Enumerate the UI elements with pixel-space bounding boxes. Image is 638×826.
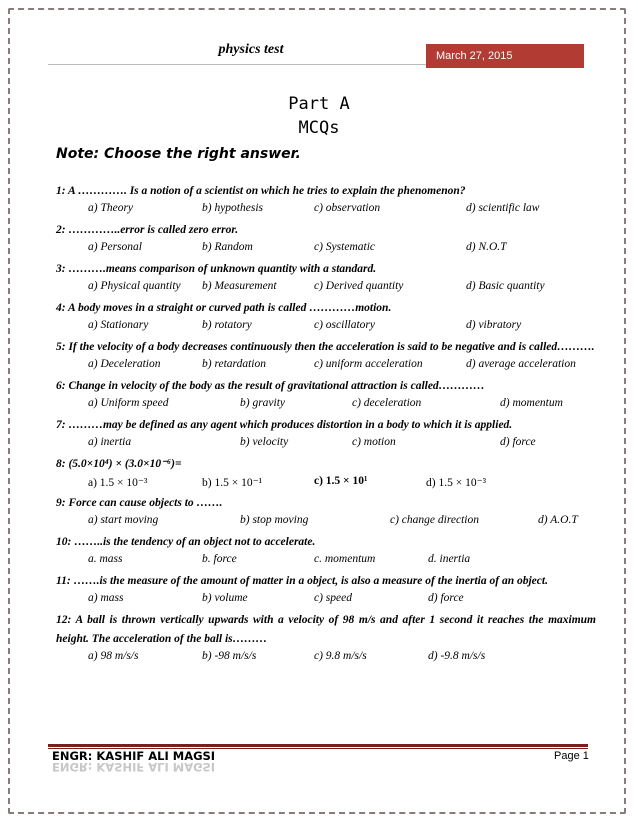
option: b) hypothesis <box>202 202 264 214</box>
section-heading: MCQs <box>298 118 340 138</box>
option: c) Derived quantity <box>314 280 404 292</box>
option-row <box>56 513 596 533</box>
option: d. inertia <box>428 553 471 565</box>
option: c) uniform acceleration <box>314 358 423 370</box>
option: a) Physical quantity <box>88 280 181 292</box>
option: a) 1.5 × 10⁻³ <box>88 477 148 489</box>
question-item <box>56 338 596 377</box>
question-text: 10: ……..is the tendency of an object not to accelerate. <box>56 536 316 548</box>
option: d) average acceleration <box>466 358 576 370</box>
option: b) gravity <box>240 397 286 409</box>
option: c) deceleration <box>352 397 422 409</box>
option: c. momentum <box>314 553 376 565</box>
option-row <box>56 552 596 572</box>
option: a) mass <box>88 592 124 604</box>
option: b) velocity <box>240 436 289 448</box>
option: d) vibratory <box>466 319 522 331</box>
option: c) change direction <box>390 514 479 526</box>
option: d) -9.8 m/s/s <box>428 650 486 662</box>
author-name-reflection: ENGR: KASHIF ALI MAGSI <box>52 760 216 774</box>
option: a) start moving <box>88 514 159 526</box>
question-text: 6: Change in velocity of the body as the result of gravitational attraction is called………… <box>56 380 485 392</box>
option-row <box>56 591 596 611</box>
option: c) speed <box>314 592 352 604</box>
option: b) rotatory <box>202 319 252 331</box>
option-row <box>56 435 596 455</box>
question-text: 1: A …………. Is a notion of a scientist on which he tries to explain the phenomenon? <box>56 185 466 197</box>
option: b) stop moving <box>240 514 309 526</box>
question-text: 3: ……….means comparison of unknown quantity with a standard. <box>56 263 377 275</box>
question-text: 12: A ball is thrown vertically upwards with a velocity of 98 m/s and after 1 second it reaches the maximum height. The acceleration of the ball is……… <box>56 614 596 645</box>
option: b) 1.5 × 10⁻¹ <box>202 477 263 489</box>
option: d) force <box>428 592 464 604</box>
option: c) observation <box>314 202 381 214</box>
option-row <box>56 474 596 494</box>
question-item <box>56 182 596 221</box>
question-item <box>56 416 596 455</box>
option: b. force <box>202 553 237 565</box>
question-item <box>56 533 596 572</box>
question-item <box>56 611 596 669</box>
option-row <box>56 649 596 669</box>
option: c) 1.5 × 10¹ <box>314 475 368 487</box>
option: c) oscillatory <box>314 319 375 331</box>
option: d) momentum <box>500 397 563 409</box>
option-row <box>56 240 596 260</box>
question-text: 7: ………may be defined as any agent which produces distortion in a body to which it is applied. <box>56 419 513 431</box>
option: b) volume <box>202 592 248 604</box>
question-item <box>56 377 596 416</box>
option: d) A.O.T <box>538 514 578 526</box>
question-text: 11: …….is the measure of the amount of matter in a object, is also a measure of the inertia of an object. <box>56 575 548 587</box>
option: a) Personal <box>88 241 142 253</box>
option: b) retardation <box>202 358 266 370</box>
option: a) Deceleration <box>88 358 161 370</box>
question-text: 8: (5.0×10⁴) × (3.0×10⁻⁶)= <box>56 458 182 470</box>
option: c) Systematic <box>314 241 375 253</box>
option: c) 9.8 m/s/s <box>314 650 367 662</box>
option: d) scientific law <box>466 202 540 214</box>
footer-rule <box>48 744 588 747</box>
option: a) Stationary <box>88 319 149 331</box>
option-row <box>56 357 596 377</box>
option: a. mass <box>88 553 123 565</box>
question-item <box>56 221 596 260</box>
option: b) Measurement <box>202 280 277 292</box>
option: d) 1.5 × 10⁻³ <box>426 477 487 489</box>
option: c) motion <box>352 436 396 448</box>
header-rule <box>48 64 426 65</box>
option: b) Random <box>202 241 253 253</box>
option: d) force <box>500 436 536 448</box>
document-title: physics test <box>218 42 284 57</box>
date-badge: March 27, 2015 <box>426 44 584 68</box>
question-item <box>56 299 596 338</box>
option: d) N.O.T <box>466 241 507 253</box>
question-text: 9: Force can cause objects to ……. <box>56 497 223 509</box>
page-number: Page 1 <box>554 750 589 762</box>
option-row <box>56 396 596 416</box>
option: d) Basic quantity <box>466 280 545 292</box>
option: a) Uniform speed <box>88 397 169 409</box>
question-text: 2: …………..error is called zero error. <box>56 224 239 236</box>
author-name: ENGR: KASHIF ALI MAGSI <box>52 749 216 763</box>
option-row <box>56 279 596 299</box>
option-row <box>56 318 596 338</box>
question-item <box>56 494 596 533</box>
question-list <box>56 182 596 669</box>
option-row <box>56 201 596 221</box>
question-item <box>56 455 596 494</box>
instruction-note: Note: Choose the right answer. <box>56 146 301 162</box>
option: b) -98 m/s/s <box>202 650 257 662</box>
question-item <box>56 572 596 611</box>
question-text: 4: A body moves in a straight or curved path is called …………motion. <box>56 302 392 314</box>
option: a) 98 m/s/s <box>88 650 139 662</box>
part-heading: Part A <box>288 94 350 114</box>
question-item <box>56 260 596 299</box>
question-text: 5: If the velocity of a body decreases continuously then the acceleration is said to be negative and is called………. <box>56 341 595 353</box>
option: a) inertia <box>88 436 132 448</box>
option: a) Theory <box>88 202 134 214</box>
